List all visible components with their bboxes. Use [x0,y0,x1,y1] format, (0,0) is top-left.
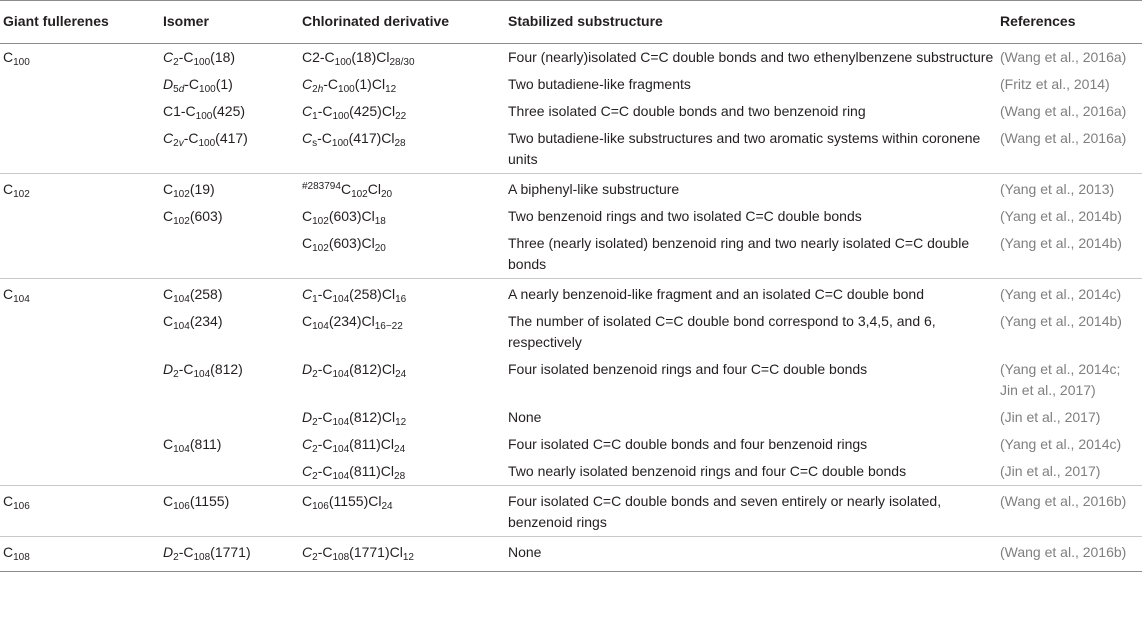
table-row [0,279,1142,309]
cell-giant-fullerene [0,98,163,125]
cell-giant-fullerene [0,404,163,431]
cell-chlorinated-derivative: $C_{104}(234)Cl_{16-22}$ [302,313,403,332]
header-giant-fullerenes: Giant fullerenes [0,1,163,44]
cell-reference: (Yang et al., 2014c) [1000,436,1122,452]
cell-reference: (Yang et al., 2014c) [1000,279,1142,309]
cell-chlorinated-derivative: $C_{106}(1155)Cl_{24}$ [302,486,508,537]
table-row [0,44,1142,72]
table-row [0,71,1142,98]
cell-isomer: $C_{2v}-C_{100}(417)$ [163,130,248,149]
header-references: References [1000,1,1142,44]
cell-giant-fullerene [0,431,163,458]
cell-isomer [163,404,302,431]
cell-stabilized-substructure: Four isolated C=C double bonds and four benzenoid rings [508,436,868,452]
cell-reference: (Yang et al., 2014b) [1000,313,1122,329]
cell-giant-fullerene [0,308,163,356]
cell-giant-fullerene [0,458,163,486]
cell-giant-fullerene [0,230,163,279]
cell-isomer: $C_{104}(811)$ [163,436,222,455]
cell-isomer: $C_{106}(1155)$ [163,486,302,537]
table-row [0,98,1142,125]
cell-isomer: $C_{102}(19)$ [163,174,302,204]
table-row [0,174,1142,204]
cell-stabilized-substructure: Two butadiene-like substructures and two aromatic systems within coronene units [508,130,981,167]
cell-isomer: $C_{102}(603)$ [163,208,223,227]
header-isomer: Isomer [163,1,302,44]
cell-giant-fullerene: $C_{108}$ [0,537,163,572]
table-row [0,486,1142,537]
cell-stabilized-substructure: Two butadiene-like fragments [508,76,691,92]
cell-reference: (Wang et al., 2016b) [1000,537,1142,572]
cell-chlorinated-derivative: $C2-C_{100}(18)Cl_{28/30}$ [302,49,415,68]
cell-stabilized-substructure: Four (nearly)isolated C=C double bonds and two ethenylbenzene substructure [508,49,994,65]
cell-stabilized-substructure: Three (nearly isolated) benzenoid ring and two nearly isolated C=C double bonds [508,235,970,272]
cell-stabilized-substructure: The number of isolated C=C double bond correspond to 3,4,5, and 6, respectively [508,313,936,350]
cell-stabilized-substructure: None [508,409,542,425]
cell-isomer [163,458,302,486]
header-stabilized-substructure: Stabilized substructure [508,1,1000,44]
cell-chlorinated-derivative: $C_2-C_{108}(1771)Cl_{12}$ [302,537,508,572]
cell-giant-fullerene [0,203,163,230]
cell-reference: (Yang et al., 2014b) [1000,235,1122,251]
cell-chlorinated-derivative: $C_2-C_{104}(811)Cl_{24}$ [302,436,406,455]
cell-reference: (Yang et al., 2014c; Jin et al., 2017) [1000,361,1121,398]
cell-stabilized-substructure: A biphenyl-like substructure [508,174,1000,204]
cell-chlorinated-derivative: $C_1-C_{104}(258)Cl_{16}$ [302,279,508,309]
cell-reference: (Yang et al., 2014b) [1000,208,1122,224]
cell-reference: (Wang et al., 2016a) [1000,103,1127,119]
table-row [0,404,1142,431]
table-row [0,203,1142,230]
cell-stabilized-substructure: None [508,537,1000,572]
table-row [0,431,1142,458]
cell-isomer [163,230,302,279]
cell-reference: (Fritz et al., 2014) [1000,76,1110,92]
cell-isomer: $C_{104}(234)$ [163,313,223,332]
table-row [0,458,1142,486]
cell-reference: (Jin et al., 2017) [1000,409,1101,425]
table-row [0,125,1142,174]
cell-isomer: $C1-C_{100}(425)$ [163,103,246,122]
cell-stabilized-substructure: A nearly benzenoid-like fragment and an isolated C=C double bond [508,279,1000,309]
cell-isomer: $D_2-C_{104}(812)$ [163,361,243,380]
cell-giant-fullerene: $C_{106}$ [0,486,163,537]
table-row [0,230,1142,279]
cell-reference: (Jin et al., 2017) [1000,463,1101,479]
cell-chlorinated-derivative: $C_{2h}-C_{100}(1)Cl_{12}$ [302,76,397,95]
cell-stabilized-substructure: Two benzenoid rings and two isolated C=C double bonds [508,208,862,224]
cell-giant-fullerene: $C_{104}$ [0,279,163,309]
table-body [0,44,1142,572]
cell-isomer: $D_2-C_{108}(1771)$ [163,537,302,572]
cell-stabilized-substructure: Four isolated C=C double bonds and seven entirely or nearly isolated, benzenoid rings [508,486,1000,537]
cell-chlorinated-derivative: $C_{102}(603)Cl_{18}$ [302,208,386,227]
cell-giant-fullerene [0,71,163,98]
cell-stabilized-substructure: Four isolated benzenoid rings and four C=C double bonds [508,361,868,377]
cell-chlorinated-derivative: $D_2-C_{104}(812)Cl_{24}$ [302,361,407,380]
cell-isomer: $C_{104}(258)$ [163,279,302,309]
cell-chlorinated-derivative: $^{\#283794}C_{102}Cl_{20}$ [302,174,508,204]
header-row [0,1,1142,44]
cell-chlorinated-derivative: $C_2-C_{104}(811)Cl_{28}$ [302,463,406,482]
cell-stabilized-substructure: Two nearly isolated benzenoid rings and four C=C double bonds [508,463,907,479]
cell-giant-fullerene [0,125,163,174]
cell-chlorinated-derivative: $C_s-C_{100}(417)Cl_{28}$ [302,130,406,149]
cell-reference: (Wang et al., 2016a) [1000,130,1127,146]
cell-giant-fullerene: $C_{100}$ [3,49,30,68]
cell-chlorinated-derivative: $D_2-C_{104}(812)Cl_{12}$ [302,409,407,428]
table-row [0,356,1142,404]
table-row [0,537,1142,572]
cell-reference: (Wang et al., 2016a) [1000,49,1127,65]
cell-isomer: $C_2-C_{100}(18)$ [163,49,236,68]
cell-giant-fullerene [0,356,163,404]
cell-giant-fullerene: $C_{102}$ [0,174,163,204]
cell-reference: (Wang et al., 2016b) [1000,486,1142,537]
cell-stabilized-substructure: Three isolated C=C double bonds and two benzenoid ring [508,103,866,119]
cell-chlorinated-derivative: $C_{102}(603)Cl_{20}$ [302,235,386,254]
header-chlorinated-derivative: Chlorinated derivative [302,1,508,44]
table-row [0,308,1142,356]
cell-reference: (Yang et al., 2013) [1000,174,1142,204]
cell-isomer: $D_{5d}-C_{100}(1)$ [163,76,233,95]
cell-chlorinated-derivative: $C_1-C_{100}(425)Cl_{22}$ [302,103,407,122]
